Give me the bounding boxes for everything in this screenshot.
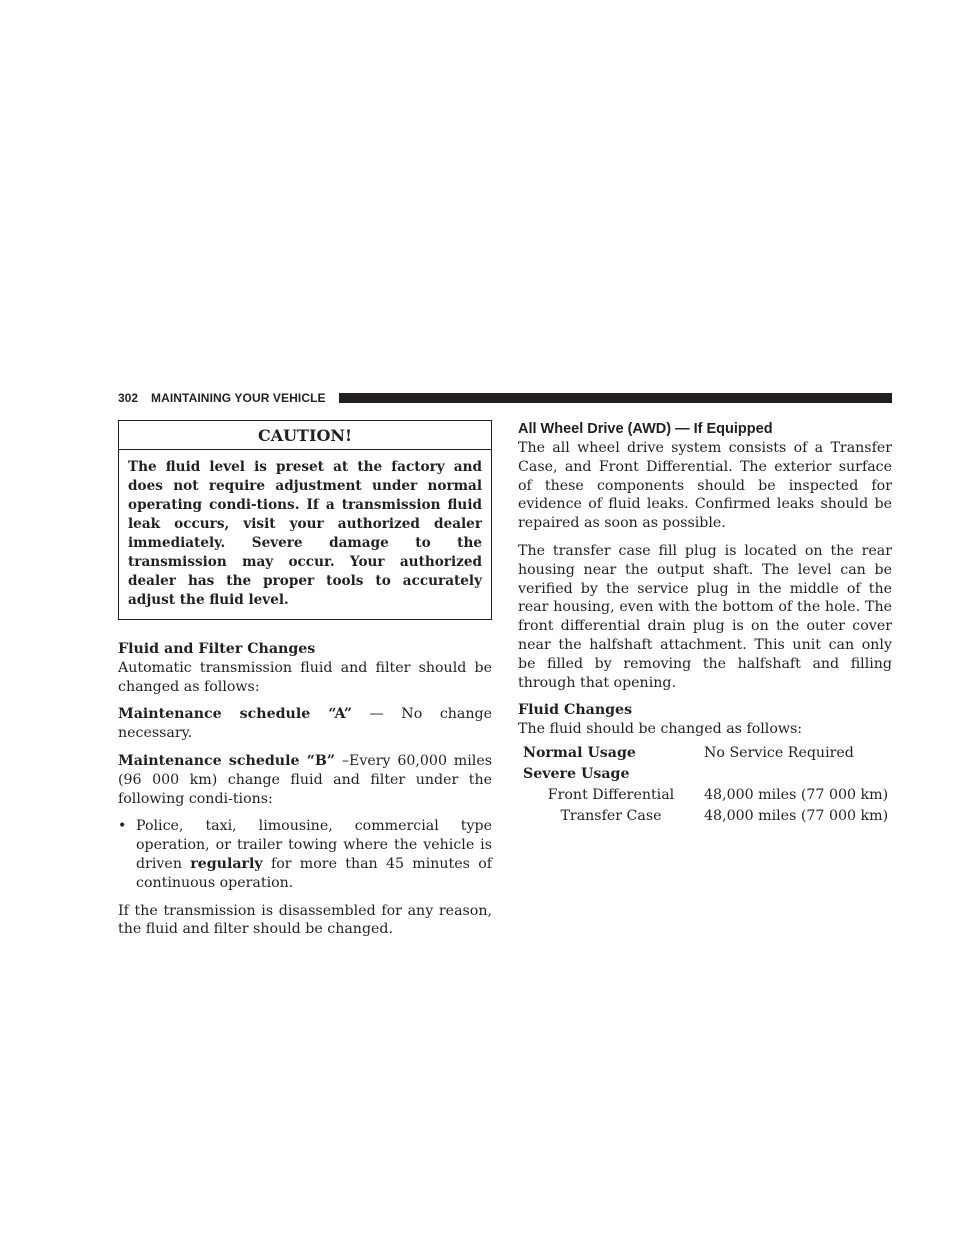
caution-title: CAUTION! — [119, 421, 491, 450]
fluid-filter-heading: Fluid and Filter Changes — [118, 641, 316, 657]
awd-paragraph-1: The all wheel drive system consists of a Transfer Case, and Front Differential. The exterior surface of these components should be inspected for evidence of fluid leaks. Confirmed leaks should be repaired as soon as possible. — [518, 440, 892, 532]
page-header — [118, 388, 892, 408]
schedule-b-text: –Every 60,000 miles (96 000 km) change fluid and filter under the following condi-tions: — [118, 752, 492, 807]
bullet-marker: • — [118, 818, 127, 835]
header-rule — [339, 393, 892, 403]
fluid-changes-heading: Fluid Changes — [518, 702, 633, 719]
table-row — [518, 764, 892, 785]
bullet-text-start: Police, taxi, limousine, commercial type operation, or trailer towing where the vehicle is driven — [136, 818, 492, 872]
normal-usage-value: No Service Required — [704, 744, 854, 761]
schedule-a-label: Maintenance schedule “A” — [118, 706, 352, 723]
front-differential-value: 48,000 miles (77 000 km) — [704, 786, 889, 803]
bullet-bold-word: regularly — [190, 855, 263, 872]
schedule-a-text: — No change necessary. — [118, 706, 492, 742]
fluid-change-table — [518, 743, 892, 827]
table-row — [518, 785, 892, 806]
page-number: 302 — [118, 391, 139, 405]
caution-body: The fluid level is preset at the factory and does not require adjustment under normal operating condi-tions. If a transmission fluid leak occurs, visit your authorized dealer immediately. Severe damage to the transmission may occur. Your authorized dealer has the proper tools to accurately adjust the fluid level. — [128, 459, 482, 608]
right-column — [518, 420, 892, 827]
schedule-b-label: Maintenance schedule “B” — [118, 752, 336, 769]
schedule-a — [118, 705, 492, 743]
front-differential-label: Front Differential — [547, 786, 675, 803]
schedule-b — [118, 752, 492, 808]
transfer-case-value: 48,000 miles (77 000 km) — [704, 807, 889, 824]
table-row — [518, 743, 892, 764]
awd-heading: All Wheel Drive (AWD) — If Equipped — [518, 421, 773, 437]
transfer-case-label: Transfer Case — [560, 807, 662, 824]
awd-paragraph-2: The transfer case fill plug is located on the rear housing near the output shaft. The level can be verified by the service plug in the middle of the rear housing, even with the bottom of the hole. The front differential drain plug is on the outer cover near the halfshaft attachment. This unit can only be filled by removing the halfshaft and filling through that opening. — [518, 542, 892, 691]
bullet-text-end: for more than 45 minutes of continuous operation. — [136, 855, 492, 891]
left-column — [118, 420, 492, 948]
severe-usage-label: Severe Usage — [523, 765, 630, 782]
fluid-changes-text: The fluid should be changed as follows: — [518, 721, 803, 738]
normal-usage-label: Normal Usage — [523, 744, 636, 761]
list-item — [118, 817, 492, 892]
caution-box — [118, 420, 492, 620]
disassembled-text: If the transmission is disassembled for any reason, the fluid and filter should be changed. — [118, 902, 492, 938]
table-row — [518, 806, 892, 827]
fluid-filter-text: Automatic transmission fluid and filter should be changed as follows: — [118, 659, 492, 695]
section-title: MAINTAINING YOUR VEHICLE — [151, 391, 326, 405]
